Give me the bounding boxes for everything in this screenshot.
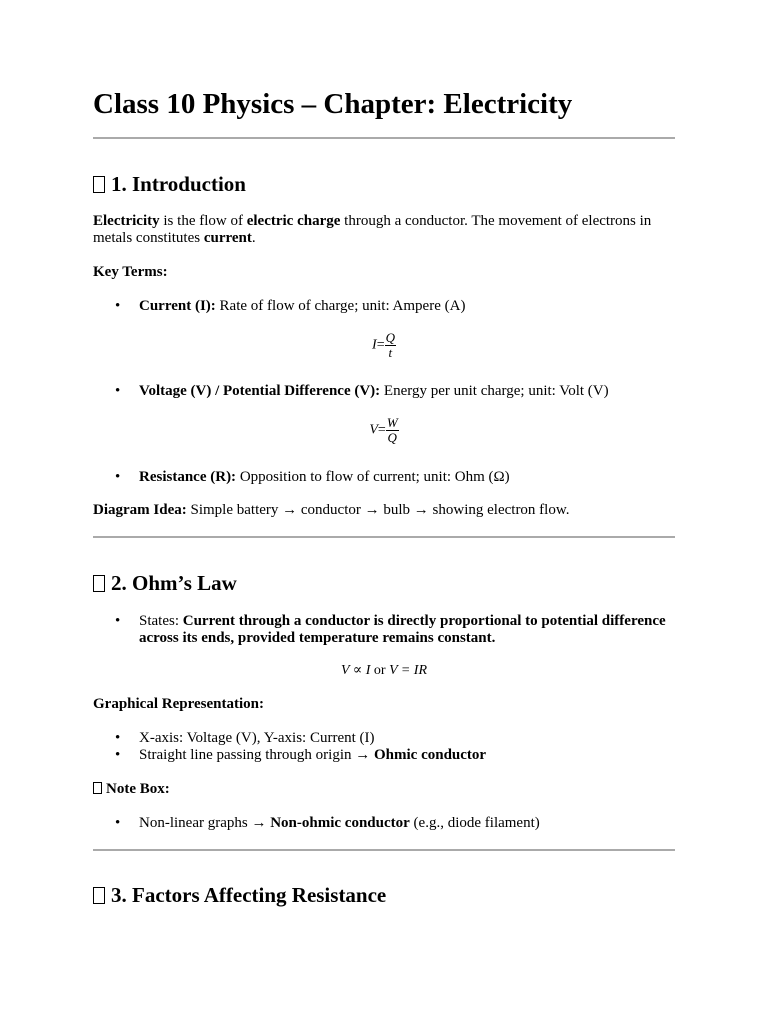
key-terms-list-current — [93, 298, 675, 315]
list-item: • States: Current through a conductor is directly proportional to potential difference across its ends, provided temperature remains constant. — [93, 613, 675, 647]
ohm-states-list — [93, 613, 675, 647]
section-heading-ohms-law: 2. Ohm’s Law — [93, 570, 237, 596]
key-terms-list-voltage — [93, 383, 675, 400]
formula-current: I= $\frac{Q}{t}$ — [372, 330, 395, 360]
fraction: $\frac{W}{Q}$ — [386, 415, 398, 445]
divider — [93, 137, 675, 139]
note-box-list — [93, 815, 675, 832]
list-item: • Straight line passing through origin → Ohmic conductor — [93, 747, 675, 764]
list-item: • Non-linear graphs → Non-ohmic conductor (e.g., diode filament) — [93, 815, 675, 832]
list-item: • Resistance (R): Opposition to flow of current; unit: Ohm (Ω) — [93, 469, 675, 486]
divider — [93, 536, 675, 538]
key-terms-heading: Key Terms: — [93, 264, 168, 280]
missing-glyph-icon — [93, 887, 105, 904]
missing-glyph-icon — [93, 782, 102, 794]
formula-voltage: V= $\frac{W}{Q}$ — [369, 415, 398, 445]
formula-ohms-law: V ∝ I or V = IR — [340, 663, 428, 678]
divider — [93, 849, 675, 851]
intro-paragraph: Electricity is the flow of electric charge through a conductor. The movement of electrons in metals constitutes current. — [93, 213, 652, 246]
diagram-idea: Diagram Idea: Simple battery → conductor → bulb → showing electron flow. — [93, 502, 570, 518]
missing-glyph-icon — [93, 176, 105, 193]
note-box-heading: Note Box: — [93, 781, 675, 798]
list-item: • Voltage (V) / Potential Difference (V): Energy per unit charge; unit: Volt (V) — [93, 383, 675, 400]
section-heading-introduction: 1. Introduction — [93, 171, 246, 197]
graphical-representation-heading: Graphical Representation: — [93, 696, 264, 712]
section-heading-factors-affecting-resistance: 3. Factors Affecting Resistance — [93, 882, 386, 908]
list-item: • Current (I): Rate of flow of charge; unit: Ampere (A) — [93, 298, 675, 315]
list-item: • X-axis: Voltage (V), Y-axis: Current (I) — [93, 730, 675, 747]
graph-details-list — [93, 730, 675, 764]
fraction: $\frac{Q}{t}$ — [385, 330, 395, 360]
missing-glyph-icon — [93, 575, 105, 592]
page-title: Class 10 Physics – Chapter: Electricity — [93, 88, 573, 120]
key-terms-list-resistance — [93, 469, 675, 486]
